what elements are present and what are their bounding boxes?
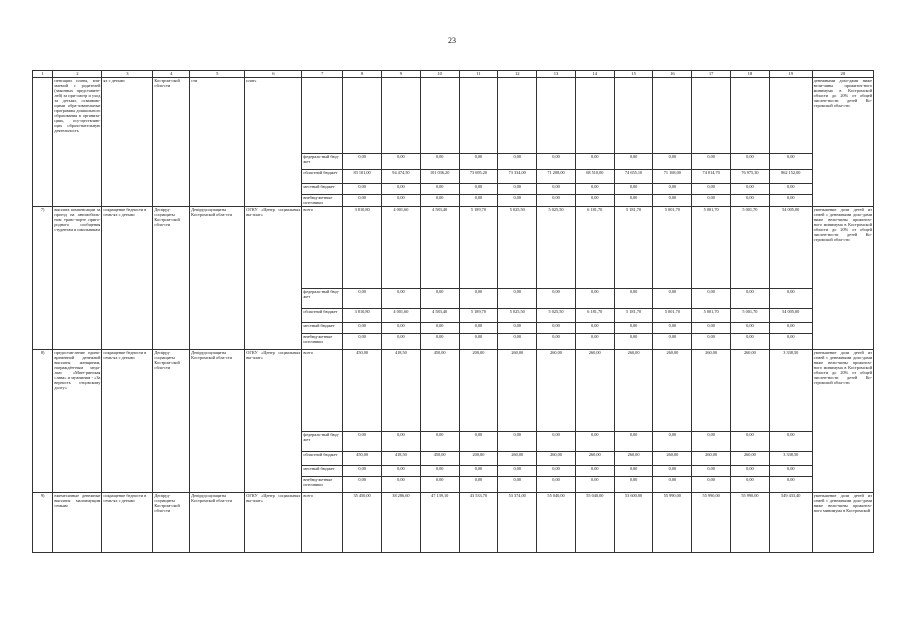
funding-value: 55 040,00 (537, 493, 576, 553)
funding-value: 3 338,50 (769, 350, 812, 432)
funding-value: 0,00 (459, 289, 498, 309)
funding-value: 94 474,50 (382, 170, 421, 184)
funding-value: 74 014,70 (692, 170, 731, 184)
empty-cell (653, 78, 692, 154)
funding-value: 0,00 (653, 334, 692, 350)
funding-value: 0,00 (498, 195, 537, 207)
funding-value: 418,50 (382, 350, 421, 432)
goal-text: сокращение бедности в семь-ях с детьми (102, 207, 153, 350)
funding-value: 68 510,00 (575, 170, 614, 184)
funding-value: 862 152,00 (769, 170, 812, 184)
funding-value: 0,00 (382, 334, 421, 350)
funding-value: 5 001,70 (653, 207, 692, 289)
responsible-text: Депtрудсоцзащиты Костромской обла-сти (190, 493, 245, 553)
funding-value: 0,00 (614, 323, 653, 334)
funding-value: 260,00 (575, 452, 614, 466)
funding-value: 101 036,20 (420, 170, 459, 184)
funding-value: 0,00 (575, 154, 614, 170)
funding-value: 53 374,00 (498, 493, 537, 553)
funding-value: 5 025,50 (498, 309, 537, 323)
funding-value: 0,00 (420, 195, 459, 207)
funding-value: 0,00 (343, 289, 382, 309)
funding-value: 55 990,00 (731, 493, 770, 553)
goal-text: сокращение бедности в семь-ях с детьми (102, 350, 153, 493)
column-number: 20 (812, 71, 873, 78)
funding-value: 0,00 (498, 334, 537, 350)
funding-value: 5 025,50 (498, 207, 537, 289)
funding-value: 0,00 (537, 477, 576, 493)
empty-cell (420, 78, 459, 154)
funding-value: 0,00 (420, 184, 459, 195)
coexecutor-text: Костром-ской обла-сти (153, 78, 190, 207)
funding-source-label: всего (302, 350, 343, 432)
funding-value: 0,00 (575, 432, 614, 452)
responsible-text: сти (190, 78, 245, 207)
funding-value: 0,00 (537, 432, 576, 452)
funding-value: 83 101,00 (343, 170, 382, 184)
funding-value: 0,00 (537, 154, 576, 170)
funding-value: 54 005,00 (769, 207, 812, 289)
funding-value: 3 810,80 (343, 309, 382, 323)
funding-value: 450,00 (420, 350, 459, 432)
funding-source-label: областной бюджет (302, 452, 343, 466)
funding-source-label: федераль-ный бюд-жет (302, 154, 343, 170)
funding-value: 0,00 (537, 195, 576, 207)
item-number: 7) (33, 207, 53, 350)
funding-value: 0,00 (498, 477, 537, 493)
funding-source-label: областной бюджет (302, 309, 343, 323)
funding-value: 0,00 (731, 289, 770, 309)
funding-value: 0,00 (459, 195, 498, 207)
funding-value: 0,00 (692, 323, 731, 334)
empty-cell (459, 78, 498, 154)
funding-value: 53 600,00 (614, 493, 653, 553)
funding-value: 0,00 (459, 323, 498, 334)
funding-value: 0,00 (731, 323, 770, 334)
funding-value: 0,00 (498, 154, 537, 170)
funding-value: 0,00 (343, 466, 382, 477)
funding-value: 54 005,00 (769, 309, 812, 323)
funding-value: 260,00 (731, 350, 770, 432)
funding-source-label: внебюд-жетные источники (302, 477, 343, 493)
funding-value: 0,00 (731, 184, 770, 195)
funding-value: 0,00 (575, 477, 614, 493)
funding-value: 73 695,20 (459, 170, 498, 184)
funding-value: 0,00 (420, 323, 459, 334)
funding-value: 450,00 (343, 452, 382, 466)
funding-value: 0,00 (537, 334, 576, 350)
funding-value: 4 583,40 (420, 207, 459, 289)
funding-value: 0,00 (575, 466, 614, 477)
funding-value: 0,00 (343, 477, 382, 493)
funding-value: 260,00 (692, 452, 731, 466)
funding-value: 0,00 (614, 195, 653, 207)
funding-source-label: внебюд-жетные источники (302, 334, 343, 350)
funding-value: 0,00 (537, 466, 576, 477)
column-number: 10 (420, 71, 459, 78)
funding-value: 0,00 (653, 466, 692, 477)
funding-value: 0,00 (382, 195, 421, 207)
table-row (33, 493, 874, 553)
funding-value: 0,00 (459, 477, 498, 493)
funding-value: 0,00 (769, 289, 812, 309)
funding-value: 0,00 (537, 289, 576, 309)
table-row (33, 350, 874, 432)
empty-cell (302, 78, 343, 154)
funding-value: 200,00 (459, 350, 498, 432)
funding-value: 0,00 (382, 154, 421, 170)
funding-value: 0,00 (459, 334, 498, 350)
column-number: 4 (153, 71, 190, 78)
funding-value: 0,00 (420, 432, 459, 452)
funding-value: 0,00 (420, 477, 459, 493)
funding-value: 0,00 (614, 466, 653, 477)
column-number: 19 (769, 71, 812, 78)
funding-value: 71 208,00 (537, 170, 576, 184)
funding-value: 0,00 (692, 289, 731, 309)
participant-text: ОГКУ «Центр социальных вы-плат» (245, 350, 302, 493)
funding-value: 38 286,60 (382, 493, 421, 553)
funding-value: 260,00 (498, 350, 537, 432)
funding-value: 0,00 (459, 432, 498, 452)
measure-name: выплата компенсации за проезд на автомобиль-ном транс-порте приго-родного сообщения студентам и школьникам (53, 207, 102, 350)
page-number: 23 (448, 36, 456, 45)
funding-value: 5 025,50 (537, 207, 576, 289)
funding-value: 0,00 (343, 195, 382, 207)
funding-value: 0,00 (692, 184, 731, 195)
column-number: 15 (614, 71, 653, 78)
funding-value: 0,00 (498, 323, 537, 334)
funding-value: 0,00 (769, 466, 812, 477)
header-row (33, 71, 874, 78)
funding-value: 260,00 (731, 452, 770, 466)
column-number: 9 (382, 71, 421, 78)
funding-value: 0,00 (614, 432, 653, 452)
empty-cell (614, 78, 653, 154)
funding-value: 0,00 (420, 154, 459, 170)
funding-value: 549 433,40 (769, 493, 812, 553)
column-number: 7 (302, 71, 343, 78)
funding-value: 0,00 (614, 289, 653, 309)
funding-source-label: федераль-ный бюд-жет (302, 289, 343, 309)
item-number: 8) (33, 350, 53, 493)
funding-value: 71 168,00 (653, 170, 692, 184)
empty-cell (731, 78, 770, 154)
funding-value: 4 583,40 (420, 309, 459, 323)
measure-name: предостав-ление едино-временной денежной выплаты женщинам, награждён-ным меда-лью «Мате-ринская слава» и мужчинам - «За верность отцовскому долгу» (53, 350, 102, 493)
funding-source-label: областной бюджет (302, 170, 343, 184)
funding-value: 0,00 (769, 477, 812, 493)
funding-value: 4 001,60 (382, 207, 421, 289)
funding-value: 0,00 (692, 334, 731, 350)
funding-value: 0,00 (382, 432, 421, 452)
funding-value: 0,00 (382, 289, 421, 309)
empty-cell (343, 78, 382, 154)
empty-cell (692, 78, 731, 154)
funding-value: 0,00 (692, 195, 731, 207)
column-number: 8 (343, 71, 382, 78)
funding-value: 0,00 (459, 184, 498, 195)
goal-text: сокращение бедности в семь-ях с детьми (102, 493, 153, 553)
funding-value: 5 181,70 (614, 309, 653, 323)
funding-value: 0,00 (692, 466, 731, 477)
funding-value: 5 001,70 (731, 309, 770, 323)
funding-value: 0,00 (731, 334, 770, 350)
funding-value: 0,00 (382, 323, 421, 334)
participant-text: плат» (245, 78, 302, 207)
funding-value: 260,00 (614, 452, 653, 466)
funding-value: 260,00 (614, 350, 653, 432)
funding-value: 0,00 (731, 432, 770, 452)
funding-source-label: федераль-ный бюд-жет (302, 432, 343, 452)
funding-value: 0,00 (769, 184, 812, 195)
column-number: 12 (498, 71, 537, 78)
funding-value: 5 001,70 (653, 309, 692, 323)
funding-value: 3 338,50 (769, 452, 812, 466)
funding-value: 0,00 (498, 432, 537, 452)
column-number: 13 (537, 71, 576, 78)
funding-value: 55 990,00 (653, 493, 692, 553)
column-number: 14 (575, 71, 614, 78)
funding-value: 47 139,10 (420, 493, 459, 553)
funding-value: 76 975,30 (731, 170, 770, 184)
funding-value: 0,00 (731, 466, 770, 477)
funding-value: 0,00 (614, 184, 653, 195)
funding-value: 0,00 (537, 184, 576, 195)
funding-source-label: местный бюджет (302, 323, 343, 334)
funding-value: 3 810,80 (343, 207, 382, 289)
funding-value: 0,00 (692, 432, 731, 452)
empty-cell (769, 78, 812, 154)
program-table (32, 70, 874, 553)
funding-value: 0,00 (769, 195, 812, 207)
funding-value: 260,00 (575, 350, 614, 432)
expected-result: уменьшение доли детей из семей с денежными дохо-дами ниже вели-чины прожиточ-ного минимума в Костромской области до 20% от общей числен-ности детей Ко-стромской обла-сти (812, 350, 873, 493)
funding-value: 0,00 (769, 334, 812, 350)
funding-value: 0,00 (731, 154, 770, 170)
funding-value: 0,00 (343, 334, 382, 350)
funding-value: 74 655,10 (614, 170, 653, 184)
funding-value: 0,00 (382, 184, 421, 195)
funding-value: 0,00 (498, 184, 537, 195)
funding-value: 0,00 (575, 184, 614, 195)
funding-value: 43 533,70 (459, 493, 498, 553)
funding-value: 5 001,70 (692, 309, 731, 323)
responsible-text: Депtрудсоцзащиты Костромской обла-сти (190, 207, 245, 350)
funding-value: 0,00 (382, 466, 421, 477)
participant-text: ОГКУ «Центр социальных вы-плат» (245, 493, 302, 553)
funding-value: 6 181,70 (575, 207, 614, 289)
empty-cell (537, 78, 576, 154)
funding-source-label: всего (302, 207, 343, 289)
funding-value: 200,00 (459, 452, 498, 466)
funding-value: 0,00 (653, 195, 692, 207)
funding-value: 0,00 (614, 154, 653, 170)
funding-value: 0,00 (692, 154, 731, 170)
item-number (33, 78, 53, 207)
funding-value: 0,00 (653, 432, 692, 452)
funding-value: 0,00 (575, 289, 614, 309)
funding-value: 0,00 (382, 477, 421, 493)
funding-value: 0,00 (769, 154, 812, 170)
funding-value: 35 450,00 (343, 493, 382, 553)
funding-value: 0,00 (653, 289, 692, 309)
funding-value: 0,00 (459, 154, 498, 170)
column-number: 17 (692, 71, 731, 78)
funding-value: 260,00 (537, 452, 576, 466)
table-row (33, 78, 874, 154)
funding-value: 260,00 (653, 452, 692, 466)
column-number: 18 (731, 71, 770, 78)
empty-cell (575, 78, 614, 154)
funding-value: 0,00 (653, 477, 692, 493)
funding-value: 55 040,00 (575, 493, 614, 553)
column-number: 11 (459, 71, 498, 78)
funding-value: 0,00 (537, 323, 576, 334)
coexecutor-text: Депtруд-соцзащиты Костром-ской обла-сти (153, 493, 190, 553)
column-number: 2 (53, 71, 102, 78)
funding-value: 5 189,70 (459, 207, 498, 289)
funding-source-label: местный бюджет (302, 466, 343, 477)
coexecutor-text: Депtруд-соцзащиты Костром-ской обла-сти (153, 350, 190, 493)
column-number: 1 (33, 71, 53, 78)
funding-value: 0,00 (575, 323, 614, 334)
funding-value: 0,00 (420, 334, 459, 350)
funding-value: 0,00 (769, 323, 812, 334)
funding-value: 5 001,70 (692, 207, 731, 289)
funding-source-label: всего (302, 493, 343, 553)
funding-value: 260,00 (653, 350, 692, 432)
funding-value: 0,00 (731, 477, 770, 493)
funding-value: 73 334,00 (498, 170, 537, 184)
funding-value: 0,00 (731, 195, 770, 207)
funding-source-label: местный бюджет (302, 184, 343, 195)
expected-result: уменьшение доли детей из семей с денежными дохо-дами ниже вели-чины прожиточ-ного минимума в Костромской (812, 493, 873, 553)
funding-value: 0,00 (769, 432, 812, 452)
funding-value: 0,00 (692, 477, 731, 493)
measure-name: пенсации платы, взи-маемой с родителей (законных представите-лей) за при-смотр и уход за детьми, осваиваю-щими обра-зовательные программы дошкольного образования в организа-циях, осу-ществляю-щих образо-вательную деятельность (53, 78, 102, 207)
funding-value: 0,00 (614, 334, 653, 350)
funding-value: 4 001,60 (382, 309, 421, 323)
funding-value: 0,00 (343, 323, 382, 334)
funding-value: 5 189,70 (459, 309, 498, 323)
funding-value: 5 181,70 (614, 207, 653, 289)
coexecutor-text: Депtруд-соцзащиты Костром-ской обла-сти (153, 207, 190, 350)
funding-value: 260,00 (498, 452, 537, 466)
funding-value: 55 990,00 (692, 493, 731, 553)
funding-value: 5 001,70 (731, 207, 770, 289)
funding-value: 0,00 (420, 289, 459, 309)
expected-result: уменьшение доли детей из семей с денежными дохо-дами ниже вели-чины прожиточ-ного минимума в Костромской области до 20% от общей числен-ности детей Ко-стромской обла-сти (812, 207, 873, 350)
funding-value: 0,00 (459, 466, 498, 477)
funding-value: 450,00 (343, 350, 382, 432)
funding-value: 5 025,50 (537, 309, 576, 323)
funding-value: 0,00 (343, 154, 382, 170)
column-number: 6 (245, 71, 302, 78)
empty-cell (382, 78, 421, 154)
funding-value: 0,00 (343, 432, 382, 452)
responsible-text: Депtрудсоцзащиты Костромской обла-сти (190, 350, 245, 493)
funding-value: 0,00 (653, 154, 692, 170)
expected-result: денежными дохо-дами ниже вели-чины прожиточ-ного минимума в Костромской области до 20% от общей числен-ности детей Ко-стромской обла-сти (812, 78, 873, 207)
funding-value: 0,00 (653, 184, 692, 195)
funding-value: 260,00 (692, 350, 731, 432)
item-number: 9) (33, 493, 53, 553)
funding-value: 260,00 (537, 350, 576, 432)
empty-cell (498, 78, 537, 154)
funding-value: 0,00 (575, 334, 614, 350)
funding-value: 0,00 (575, 195, 614, 207)
funding-value: 450,00 (420, 452, 459, 466)
column-number: 16 (653, 71, 692, 78)
table-row (33, 207, 874, 289)
column-number: 5 (190, 71, 245, 78)
funding-value: 0,00 (653, 323, 692, 334)
funding-value: 0,00 (420, 466, 459, 477)
participant-text: ОГКУ «Центр социальных вы-плат» (245, 207, 302, 350)
funding-value: 0,00 (498, 289, 537, 309)
funding-value: 0,00 (614, 477, 653, 493)
funding-value: 418,50 (382, 452, 421, 466)
measure-name: ежемесячные денежные выплаты малоимущим семьям (53, 493, 102, 553)
funding-value: 0,00 (343, 184, 382, 195)
funding-value: 0,00 (498, 466, 537, 477)
funding-source-label: внебюд-жетные источники (302, 195, 343, 207)
goal-text: ях с детьми (102, 78, 153, 207)
column-number: 3 (102, 71, 153, 78)
funding-value: 6 181,70 (575, 309, 614, 323)
